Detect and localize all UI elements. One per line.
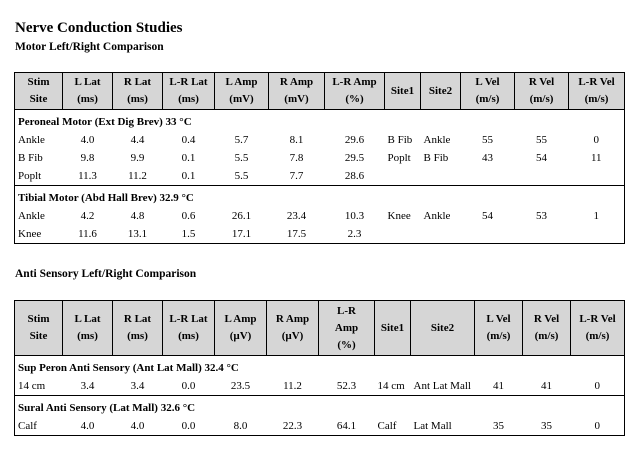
table-cell: 55 <box>482 134 493 146</box>
table-cell: B Fib <box>423 152 449 164</box>
table-cell: 29.6 <box>344 134 365 146</box>
motor-header-1: L Lat (ms) <box>63 73 113 110</box>
table-cell: Knee <box>387 210 411 222</box>
table-cell: Ankle <box>18 134 45 146</box>
group-name: Peroneal Motor (Ext Dig Brev) 33 °C <box>15 110 625 132</box>
table-row <box>15 149 625 167</box>
table-row <box>15 167 625 186</box>
motor-header-0: Stim Site <box>15 73 63 110</box>
table-cell: Ankle <box>423 210 451 222</box>
table-cell: 0.1 <box>181 152 196 164</box>
table-cell: 13.1 <box>127 228 148 240</box>
table-cell: 4.2 <box>80 210 95 222</box>
table-cell: Ankle <box>423 134 451 146</box>
table-row <box>15 207 625 225</box>
table-cell: 4.0 <box>80 134 95 146</box>
sensory-header-10: R Vel (m/s) <box>523 301 571 356</box>
table-cell: 8.0 <box>233 420 248 432</box>
group-header-row <box>15 110 625 132</box>
motor-header-5: R Amp (mV) <box>269 73 325 110</box>
motor-header-2: R Lat (ms) <box>113 73 163 110</box>
table-cell: 0.6 <box>181 210 196 222</box>
sensory-header-4: L Amp (µV) <box>215 301 267 356</box>
table-cell <box>385 167 421 186</box>
table-cell: 26.1 <box>231 210 252 222</box>
table-cell: 5.5 <box>234 170 249 182</box>
table-cell: 4.0 <box>80 420 95 432</box>
table-cell: 35 <box>541 420 552 432</box>
table-cell: 53 <box>536 210 547 222</box>
table-cell: 0.1 <box>181 170 196 182</box>
group-header-row <box>15 356 625 378</box>
table-row <box>15 417 625 436</box>
table-cell: 41 <box>541 380 552 392</box>
table-cell <box>421 167 461 186</box>
sensory-header-6: L-R Amp (%) <box>319 301 375 356</box>
table-cell: Ankle <box>18 210 45 222</box>
motor-header-9: L Vel (m/s) <box>461 73 515 110</box>
table-cell: 64.1 <box>336 420 357 432</box>
sensory-header-5: R Amp (µV) <box>267 301 319 356</box>
report-title: Nerve Conduction Studies <box>15 20 183 36</box>
table-cell: 9.9 <box>130 152 145 164</box>
table-cell: Calf <box>18 420 37 432</box>
table-cell: B Fib <box>387 134 413 146</box>
group-header-row <box>15 396 625 418</box>
table-cell: 4.0 <box>130 420 145 432</box>
sensory-header-8: Site2 <box>411 301 475 356</box>
table-cell: 3.4 <box>130 380 145 392</box>
table-cell: 55 <box>536 134 547 146</box>
table-cell <box>421 225 461 244</box>
motor-comparison-table <box>14 72 625 244</box>
table-cell: 0 <box>594 380 600 392</box>
table-cell: Calf <box>377 420 397 432</box>
sensory-header-1: L Lat (ms) <box>63 301 113 356</box>
sensory-header-2: R Lat (ms) <box>113 301 163 356</box>
motor-header-8: Site2 <box>421 73 461 110</box>
group-name: Sural Anti Sensory (Lat Mall) 32.6 °C <box>15 396 625 418</box>
table-cell: 11.2 <box>128 170 147 182</box>
motor-header-4: L Amp (mV) <box>215 73 269 110</box>
table-cell: 41 <box>493 380 504 392</box>
group-header-row <box>15 186 625 208</box>
table-cell: Knee <box>18 228 42 240</box>
table-row <box>15 225 625 244</box>
motor-body <box>15 110 625 244</box>
table-cell: Lat Mall <box>413 420 452 432</box>
motor-header-10: R Vel (m/s) <box>515 73 569 110</box>
table-cell: 52.3 <box>336 380 357 392</box>
sensory-comparison-table <box>14 300 625 436</box>
table-cell: 23.5 <box>230 380 251 392</box>
table-cell: 0.0 <box>181 380 196 392</box>
table-cell: 7.8 <box>289 152 304 164</box>
sensory-header-11: L-R Vel (m/s) <box>571 301 625 356</box>
table-cell: 4.4 <box>130 134 145 146</box>
motor-header-row <box>15 73 625 110</box>
sensory-header-9: L Vel (m/s) <box>475 301 523 356</box>
group-name: Sup Peron Anti Sensory (Ant Lat Mall) 32.4 °C <box>15 356 625 378</box>
table-cell: Poplt <box>387 152 411 164</box>
table-cell: Ant Lat Mall <box>413 380 471 392</box>
motor-header-6: L-R Amp (%) <box>325 73 385 110</box>
table-cell: 11.3 <box>78 170 97 182</box>
sensory-body <box>15 356 625 436</box>
table-cell <box>461 225 515 244</box>
table-cell: 8.1 <box>289 134 304 146</box>
table-cell: 0 <box>593 134 599 146</box>
table-cell: 4.8 <box>130 210 145 222</box>
table-cell: 3.4 <box>80 380 95 392</box>
table-cell: 35 <box>493 420 504 432</box>
table-cell: B Fib <box>18 152 43 164</box>
sensory-header-0: Stim Site <box>15 301 63 356</box>
table-cell <box>385 225 421 244</box>
table-cell: 1 <box>593 210 599 222</box>
table-cell: 23.4 <box>286 210 307 222</box>
table-cell: 22.3 <box>282 420 303 432</box>
sensory-header-row <box>15 301 625 356</box>
sensory-header-7: Site1 <box>375 301 411 356</box>
table-cell: 11.6 <box>78 228 97 240</box>
table-cell: 5.5 <box>234 152 249 164</box>
table-cell: 9.8 <box>80 152 95 164</box>
motor-subtitle: Motor Left/Right Comparison <box>15 41 164 53</box>
table-cell: 54 <box>482 210 493 222</box>
table-cell <box>515 225 569 244</box>
table-cell <box>569 167 625 186</box>
table-cell: 0.0 <box>181 420 196 432</box>
table-cell: 29.5 <box>344 152 365 164</box>
table-cell: 17.1 <box>231 228 252 240</box>
motor-header-7: Site1 <box>385 73 421 110</box>
table-row <box>15 131 625 149</box>
table-row <box>15 377 625 396</box>
group-name: Tibial Motor (Abd Hall Brev) 32.9 °C <box>15 186 625 208</box>
table-cell: 1.5 <box>181 228 196 240</box>
table-cell <box>461 167 515 186</box>
motor-header-11: L-R Vel (m/s) <box>569 73 625 110</box>
table-cell: 11.2 <box>283 380 302 392</box>
table-cell: 7.7 <box>289 170 304 182</box>
table-cell <box>569 225 625 244</box>
table-cell: 2.3 <box>347 228 362 240</box>
table-cell: 54 <box>536 152 547 164</box>
table-cell: 10.3 <box>344 210 365 222</box>
table-cell: 43 <box>482 152 493 164</box>
sensory-header-3: L-R Lat (ms) <box>163 301 215 356</box>
table-cell <box>515 167 569 186</box>
table-cell: 11 <box>590 152 602 164</box>
table-cell: 0 <box>594 420 600 432</box>
sensory-subtitle: Anti Sensory Left/Right Comparison <box>15 268 197 280</box>
table-cell: Poplt <box>18 170 42 182</box>
table-cell: 14 cm <box>18 380 46 392</box>
table-cell: 28.6 <box>344 170 365 182</box>
motor-header-3: L-R Lat (ms) <box>163 73 215 110</box>
table-cell: 5.7 <box>234 134 249 146</box>
table-cell: 14 cm <box>377 380 405 392</box>
table-cell: 0.4 <box>181 134 196 146</box>
table-cell: 17.5 <box>286 228 307 240</box>
